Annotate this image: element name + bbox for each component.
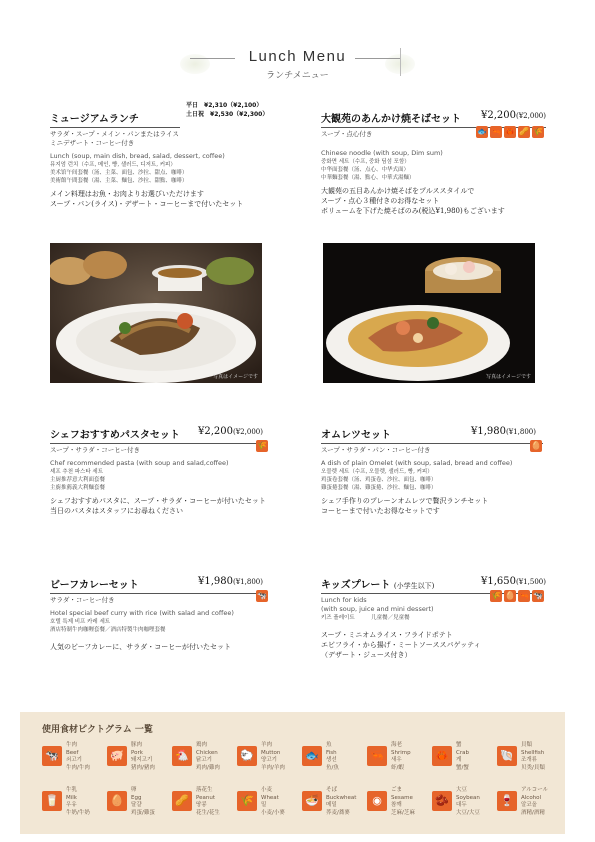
legend-label-en: Wheat bbox=[261, 794, 279, 801]
legend-item-shellfish bbox=[497, 742, 561, 776]
legend-label bbox=[261, 787, 285, 817]
legend-item-buckwheat bbox=[302, 787, 366, 821]
pasta-set-section bbox=[50, 426, 270, 516]
weekday-price: ¥2,310（¥2,100） bbox=[204, 102, 263, 109]
museum-lunch-title: ミュージアムランチ bbox=[50, 114, 139, 125]
curry-set-section bbox=[50, 576, 270, 652]
noodle-price-value: ¥2,200 bbox=[481, 110, 516, 121]
museum-lunch-korean: 뮤지엄 런치（수프, 메인, 빵, 샐러드, 디저트, 커피） bbox=[50, 162, 176, 168]
legend-label-jp: 蟹 bbox=[456, 742, 462, 748]
holiday-price: ¥2,530（¥2,300） bbox=[210, 111, 269, 118]
omelet-set-chinese-simplified: 鸡蛋卷套餐（汤、鸡蛋卷、沙拉、面包、咖啡） bbox=[321, 477, 437, 483]
noodle-set-english: Chinese noodle (with soup, Dim sum) bbox=[321, 149, 443, 157]
legend-label bbox=[326, 742, 339, 772]
egg-icon: 🥚 bbox=[505, 591, 515, 600]
curry-set-english: Hotel special beef curry with rice (with salad and coffee) bbox=[50, 609, 234, 617]
museum-lunch-section bbox=[50, 110, 275, 209]
kids-plate-korean-chinese: 키즈 플레이트 儿童餐／兒童餐 bbox=[321, 615, 410, 621]
wheat-icon: 🌾 bbox=[533, 127, 543, 136]
legend-label-en: Shellfish bbox=[521, 749, 545, 756]
fish-icon: 🐟 bbox=[302, 746, 322, 766]
legend-label-en: Alcohol bbox=[521, 794, 542, 801]
legend-item-sesame bbox=[367, 787, 431, 821]
curry-set-chinese: 酒店特制牛肉咖喱套餐／酒店特製牛肉咖哩套餐 bbox=[50, 627, 166, 633]
legend-label-jp: そば bbox=[326, 787, 338, 793]
curry-set-korean: 호텔 특제 비프 카레 세트 bbox=[50, 619, 111, 625]
wheat-icon: 🌾 bbox=[237, 791, 257, 811]
legend-label bbox=[391, 742, 411, 772]
legend-label-jp: ごま bbox=[391, 787, 403, 793]
legend-label-ko: 참깨 bbox=[391, 802, 402, 808]
legend-label bbox=[196, 787, 220, 817]
legend-label-en: Sesame bbox=[391, 794, 413, 801]
beef-icon: 🐄 bbox=[533, 591, 543, 600]
curry-set-price bbox=[198, 576, 263, 587]
museum-lunch-photo-art bbox=[50, 243, 262, 383]
legend-label-zh: 小麦/小麥 bbox=[261, 809, 285, 816]
curry-set-title: ビーフカレーセット bbox=[50, 580, 139, 591]
legend-item-beef bbox=[42, 742, 106, 776]
alcohol-icon: 🍷 bbox=[497, 791, 517, 811]
crab-icon: 🦀 bbox=[432, 746, 452, 766]
legend-label-en: Soybean bbox=[456, 794, 480, 801]
museum-lunch-description-2: スープ・パン(ライス)・デザート・コーヒーまで付いたセット bbox=[50, 200, 244, 208]
omelet-set-title: オムレツセット bbox=[321, 430, 391, 441]
pasta-set-english: Chef recommended pasta (with soup and salad,coffee) bbox=[50, 459, 229, 467]
kids-plate-price bbox=[481, 576, 546, 587]
legend-label bbox=[391, 787, 415, 817]
pasta-set-includes: スープ・サラダ・コーヒー付き bbox=[50, 446, 141, 454]
pasta-set-chinese-simplified: 主厨推荐意大利面套餐 bbox=[50, 477, 106, 483]
legend-label-zh: 蟹/蟹 bbox=[456, 764, 469, 771]
omelet-allergen-icons bbox=[530, 440, 542, 452]
crab-icon: 🦀 bbox=[505, 127, 515, 136]
legend-label-ko: 대두 bbox=[456, 802, 467, 808]
kids-price-value: ¥1,650 bbox=[481, 576, 516, 587]
legend-item-mutton bbox=[237, 742, 301, 776]
noodle-set-description-3: ボリュームを下げた焼そばのみ(税込¥1,980)もございます bbox=[321, 207, 505, 215]
legend-label-jp: 魚 bbox=[326, 742, 332, 748]
peanut-icon: 🥜 bbox=[172, 791, 192, 811]
legend-item-soybean bbox=[432, 787, 496, 821]
museum-lunch-english: Lunch (soup, main dish, bread, salad, dessert, coffee) bbox=[50, 152, 225, 160]
sesame-icon: ◉ bbox=[367, 791, 387, 811]
legend-item-egg bbox=[107, 787, 171, 821]
wheat-icon: 🌾 bbox=[257, 441, 267, 450]
kids-plate-section bbox=[321, 576, 546, 660]
legend-label bbox=[66, 787, 90, 817]
noodle-set-photo-art bbox=[323, 243, 535, 383]
title-underline bbox=[50, 593, 265, 594]
legend-label-ko: 땅콩 bbox=[196, 802, 207, 808]
noodle-allergen-icons bbox=[476, 126, 544, 138]
museum-lunch-photo bbox=[50, 243, 262, 383]
photo-caption: 写真はイメージです bbox=[213, 374, 258, 380]
kids-plate-description: スープ・ミニオムライス・フライドポテト bbox=[321, 631, 453, 639]
legend-label-en: Beef bbox=[66, 749, 79, 756]
legend-label bbox=[326, 787, 356, 817]
pasta-set-price bbox=[198, 426, 263, 437]
noodle-set-includes: スープ・点心付き bbox=[321, 130, 373, 138]
legend-label-ko: 조개류 bbox=[521, 757, 537, 763]
legend-label bbox=[456, 742, 469, 772]
omelet-set-description: シェフ手作りのプレーンオムレツで贅沢ランチセット bbox=[321, 497, 489, 505]
legend-label-jp: 落花生 bbox=[196, 787, 213, 793]
beef-icon: 🐄 bbox=[42, 746, 62, 766]
mutton-icon: 🐑 bbox=[237, 746, 257, 766]
curry-price-value: ¥1,980 bbox=[198, 576, 233, 587]
museum-lunch-chinese-traditional: 美術館午間套餐（湯、主菜、麵包、沙拉、甜點、咖啡） bbox=[50, 178, 188, 184]
curry-set-includes: サラダ・コーヒー付き bbox=[50, 596, 115, 604]
legend-label-ko: 닭고기 bbox=[196, 757, 212, 763]
legend-label-jp: 牛乳 bbox=[66, 787, 78, 793]
legend-label-zh: 虾/蝦 bbox=[391, 764, 404, 771]
fish-icon: 🐟 bbox=[477, 127, 487, 136]
noodle-set-description-2: スープ・点心３種付きのお得なセット bbox=[321, 197, 440, 205]
allergen-legend bbox=[20, 712, 565, 834]
legend-label-ko: 메밀 bbox=[326, 802, 337, 808]
legend-item-wheat bbox=[237, 787, 301, 821]
legend-label-ko: 밀 bbox=[261, 802, 267, 808]
legend-label-zh: 鸡肉/雞肉 bbox=[196, 764, 220, 771]
legend-label-ko: 쇠고기 bbox=[66, 757, 82, 763]
legend-label-en: Peanut bbox=[196, 794, 216, 801]
legend-label-jp: 海老 bbox=[391, 742, 403, 748]
title-underline bbox=[321, 443, 543, 444]
kids-plate-english-2: (with soup, juice and mini dessert) bbox=[321, 605, 434, 613]
legend-label-en: Pork bbox=[131, 749, 143, 756]
noodle-set-chinese-simplified: 中华面套餐（汤、点心、中华式面） bbox=[321, 167, 410, 173]
museum-lunch-description: メイン料理はお魚・お肉よりお選びいただけます bbox=[50, 190, 204, 198]
legend-label-zh: 牛肉/牛肉 bbox=[66, 764, 90, 771]
buckwheat-icon: 🍜 bbox=[302, 791, 322, 811]
noodle-set-price bbox=[481, 110, 546, 121]
legend-label-ko: 게 bbox=[456, 757, 462, 763]
legend-label-ko: 양고기 bbox=[261, 757, 277, 763]
legend-label-zh: 鸡蛋/雞蛋 bbox=[131, 809, 155, 816]
noodle-set-photo bbox=[323, 243, 535, 383]
legend-label-en: Buckwheat bbox=[326, 794, 357, 801]
legend-label bbox=[131, 742, 155, 772]
kids-price-tax: (¥1,500) bbox=[516, 578, 546, 586]
omelet-set-chinese-traditional: 雞蛋捲套餐（湯、雞蛋捲、沙拉、麵包、咖啡） bbox=[321, 485, 437, 491]
legend-label-zh: 贝类/貝類 bbox=[521, 764, 545, 771]
legend-label-en: Fish bbox=[326, 749, 337, 756]
legend-label-zh: 芝麻/芝麻 bbox=[391, 809, 415, 816]
curry-allergen-icons bbox=[256, 590, 268, 602]
pasta-set-chinese-traditional: 主廚推薦義大利麵套餐 bbox=[50, 485, 106, 491]
pasta-price-value: ¥2,200 bbox=[198, 426, 233, 437]
weekday-label: 平日 bbox=[186, 102, 199, 109]
legend-label-jp: 卵 bbox=[131, 787, 137, 793]
legend-label-ko: 새우 bbox=[391, 757, 402, 763]
legend-label-en: Crab bbox=[456, 749, 469, 756]
shellfish-icon: 🐚 bbox=[497, 746, 517, 766]
pasta-set-korean: 셰프 추천 파스타 세트 bbox=[50, 469, 104, 475]
legend-label-zh: 鱼/魚 bbox=[326, 764, 339, 771]
peanut-icon: 🥜 bbox=[519, 127, 529, 136]
milk-icon: 🥛 bbox=[42, 791, 62, 811]
kids-plate-note: (小学生以下) bbox=[393, 582, 435, 590]
pasta-allergen-icons bbox=[256, 440, 268, 452]
chicken-icon: 🐔 bbox=[172, 746, 192, 766]
legend-title: 使用食材ピクトグラム 一覧 bbox=[42, 725, 153, 735]
menu-header bbox=[0, 40, 595, 100]
noodle-set-title: 大観苑のあんかけ焼そばセット bbox=[321, 114, 461, 125]
holiday-label: 土日祝 bbox=[186, 111, 205, 118]
omelet-set-korean: 오믈렛 세트（수프, 오믈렛, 샐러드, 빵, 커피） bbox=[321, 469, 433, 475]
legend-label-jp: 貝類 bbox=[521, 742, 533, 748]
noodle-set-description: 大観苑の五目あんかけ焼そばをプルススタイルで bbox=[321, 187, 475, 195]
egg-icon: 🥚 bbox=[531, 441, 541, 450]
kids-allergen-icons bbox=[490, 590, 544, 602]
legend-label-jp: 豚肉 bbox=[131, 742, 143, 748]
legend-item-crab bbox=[432, 742, 496, 776]
legend-label bbox=[521, 787, 548, 817]
legend-label-zh: 花生/花生 bbox=[196, 809, 220, 816]
museum-lunch-chinese-simplified: 美术馆午间套餐（汤、主菜、面包、沙拉、甜点、咖啡） bbox=[50, 170, 188, 176]
legend-label-en: Mutton bbox=[261, 749, 281, 756]
legend-label bbox=[196, 742, 220, 772]
legend-label bbox=[66, 742, 90, 772]
legend-label-zh: 酒精/酒精 bbox=[521, 809, 545, 816]
legend-item-alcohol bbox=[497, 787, 561, 821]
legend-label bbox=[261, 742, 285, 772]
legend-label-ko: 달걀 bbox=[131, 802, 142, 808]
legend-label-zh: 大豆/大豆 bbox=[456, 809, 480, 816]
menu-title: Lunch Menu bbox=[248, 48, 347, 65]
omelet-set-includes: スープ・サラダ・パン・コーヒー付き bbox=[321, 446, 431, 454]
noodle-set-korean: 중화면 세트（수프, 중화 딤섬 포함） bbox=[321, 159, 410, 165]
legend-label-en: Egg bbox=[131, 794, 142, 801]
egg-icon: 🥚 bbox=[107, 791, 127, 811]
museum-lunch-includes-2: ミニデザート・コーヒー付き bbox=[50, 139, 135, 147]
legend-item-chicken bbox=[172, 742, 236, 776]
omelet-set-price bbox=[471, 426, 536, 437]
legend-label-ko: 생선 bbox=[326, 757, 337, 763]
omelet-set-description-2: コーヒーまで付いたお得なセットです bbox=[321, 507, 440, 515]
curry-set-description: 人気のビーフカレーに、サラダ・コーヒーが付いたセット bbox=[50, 643, 231, 651]
pasta-set-description: シェフおすすめパスタに、スープ・サラダ・コーヒーが付いたセット bbox=[50, 497, 266, 505]
legend-label-ko: 돼지고기 bbox=[131, 757, 153, 763]
legend-label-jp: 小麦 bbox=[261, 787, 273, 793]
kids-plate-english: Lunch for kids bbox=[321, 596, 367, 604]
shrimp-icon: 🦐 bbox=[367, 746, 387, 766]
legend-label-jp: 羊肉 bbox=[261, 742, 273, 748]
pasta-set-description-2: 当日のパスタはスタッフにお尋ねください bbox=[50, 507, 183, 515]
legend-label-jp: アルコール bbox=[521, 787, 549, 793]
menu-subtitle: ランチメニュー bbox=[266, 71, 329, 81]
omelet-set-english: A dish of plain Omelet (with soup, salad, bread and coffee) bbox=[321, 459, 513, 467]
legend-item-milk bbox=[42, 787, 106, 821]
curry-price-tax: (¥1,800) bbox=[233, 578, 263, 586]
pork-icon: 🐖 bbox=[107, 746, 127, 766]
omelet-price-tax: (¥1,800) bbox=[506, 428, 536, 436]
kids-plate-name: キッズプレート bbox=[321, 580, 391, 591]
legend-label-jp: 鶏肉 bbox=[196, 742, 208, 748]
title-underline bbox=[50, 443, 265, 444]
legend-label-zh: 羊肉/羊肉 bbox=[261, 764, 285, 771]
museum-lunch-prices bbox=[186, 101, 268, 119]
legend-label-zh: 猪肉/豬肉 bbox=[131, 764, 155, 771]
pasta-set-title: シェフおすすめパスタセット bbox=[50, 430, 180, 441]
beef-icon: 🐄 bbox=[257, 591, 267, 600]
shrimp-icon: 🦐 bbox=[491, 127, 501, 136]
title-underline bbox=[50, 127, 180, 128]
legend-label-en: Milk bbox=[66, 794, 77, 801]
legend-label-jp: 大豆 bbox=[456, 787, 468, 793]
kids-plate-description-2: エビフライ・から揚げ・ミートソーススパゲッティ bbox=[321, 641, 481, 649]
wheat-icon: 🌾 bbox=[491, 591, 501, 600]
omelet-set-section bbox=[321, 426, 546, 516]
photo-caption: 写真はイメージです bbox=[486, 374, 531, 380]
legend-item-peanut bbox=[172, 787, 236, 821]
legend-item-shrimp bbox=[367, 742, 431, 776]
legend-item-fish bbox=[302, 742, 366, 776]
legend-item-pork bbox=[107, 742, 171, 776]
legend-label bbox=[131, 787, 155, 817]
kids-plate-description-3: （デザート・ジュース付き） bbox=[321, 651, 412, 659]
legend-label bbox=[521, 742, 545, 772]
noodle-set-chinese-traditional: 中華麵套餐（湯、點心、中華式湯麵） bbox=[321, 175, 415, 181]
soybean-icon: 🫘 bbox=[432, 791, 452, 811]
legend-label-en: Chicken bbox=[196, 749, 218, 756]
legend-label-ko: 알코올 bbox=[521, 802, 537, 808]
shrimp-icon: 🦐 bbox=[519, 591, 529, 600]
legend-label-ko: 우유 bbox=[66, 802, 77, 808]
legend-label-zh: 荞麦/蕎麥 bbox=[326, 809, 350, 816]
legend-label-zh: 牛奶/牛奶 bbox=[66, 809, 90, 816]
pasta-price-tax: (¥2,000) bbox=[233, 428, 263, 436]
omelet-price-value: ¥1,980 bbox=[471, 426, 506, 437]
legend-label bbox=[456, 787, 480, 817]
noodle-price-tax: (¥2,000) bbox=[516, 112, 546, 120]
museum-lunch-includes: サラダ・スープ・メイン・パンまたはライス bbox=[50, 130, 179, 138]
legend-label-jp: 牛肉 bbox=[66, 742, 78, 748]
legend-label-en: Shrimp bbox=[391, 749, 411, 756]
